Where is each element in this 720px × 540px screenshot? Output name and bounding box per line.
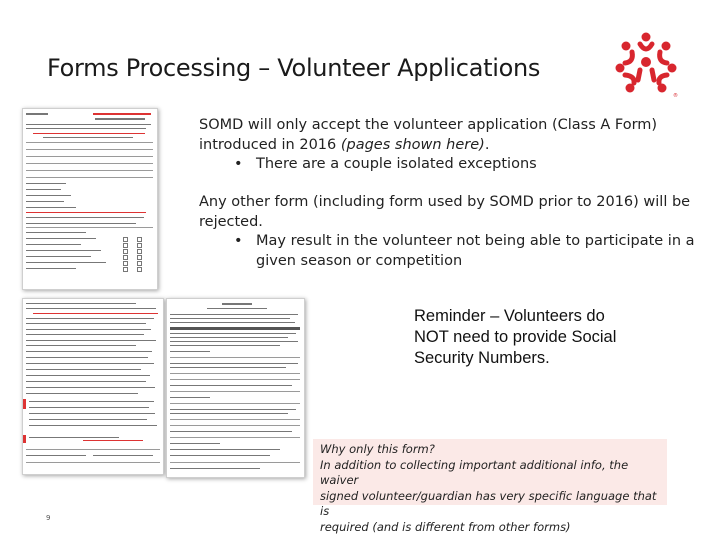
slide-title: Forms Processing – Volunteer Applications <box>47 54 541 82</box>
bullet-text: There are a couple isolated exceptions <box>256 156 537 172</box>
paragraph-line: SOMD will only accept the volunteer application (Class A Form) <box>199 117 658 133</box>
paragraph-line: Any other form (including form used by SOMD prior to 2016) will be <box>199 194 691 210</box>
form-page-thumbnail-2 <box>22 298 164 475</box>
paragraph-other-forms <box>199 193 690 232</box>
form-page-thumbnail-3 <box>166 298 305 478</box>
paragraph-class-a-form <box>199 116 657 155</box>
bullet-text: given season or competition <box>256 252 463 269</box>
special-olympics-logo <box>610 28 682 100</box>
bullet-consequence <box>234 232 695 271</box>
pages-shown-note: (pages shown here) <box>340 136 485 153</box>
page-number: 9 <box>46 514 51 522</box>
callout-line: signed volunteer/guardian has very specific language that is <box>320 488 657 518</box>
form-page-thumbnail-1 <box>22 108 158 290</box>
ssn-reminder <box>414 306 664 369</box>
reminder-line: NOT need to provide Social <box>414 328 617 346</box>
paragraph-text: . <box>484 136 490 153</box>
paragraph-line <box>199 136 657 156</box>
reminder-line: Security Numbers. <box>414 349 550 367</box>
bullet-icon: • <box>234 233 243 249</box>
callout-line: In addition to collecting important additional info, the waiver <box>320 457 629 487</box>
why-this-form-callout <box>313 439 667 534</box>
paragraph-line: rejected. <box>199 213 263 230</box>
bullet-icon: • <box>234 156 243 172</box>
callout-line: Why only this form? <box>320 442 435 456</box>
svg-text:®: ® <box>673 93 678 99</box>
callout-line: required (and is different from other forms) <box>320 519 571 534</box>
bullet-text: May result in the volunteer not being able to participate in a <box>256 233 695 249</box>
paragraph-text: introduced in 2016 <box>199 136 341 153</box>
reminder-line: Reminder – Volunteers do <box>414 307 605 325</box>
bullet-exceptions <box>234 155 537 175</box>
